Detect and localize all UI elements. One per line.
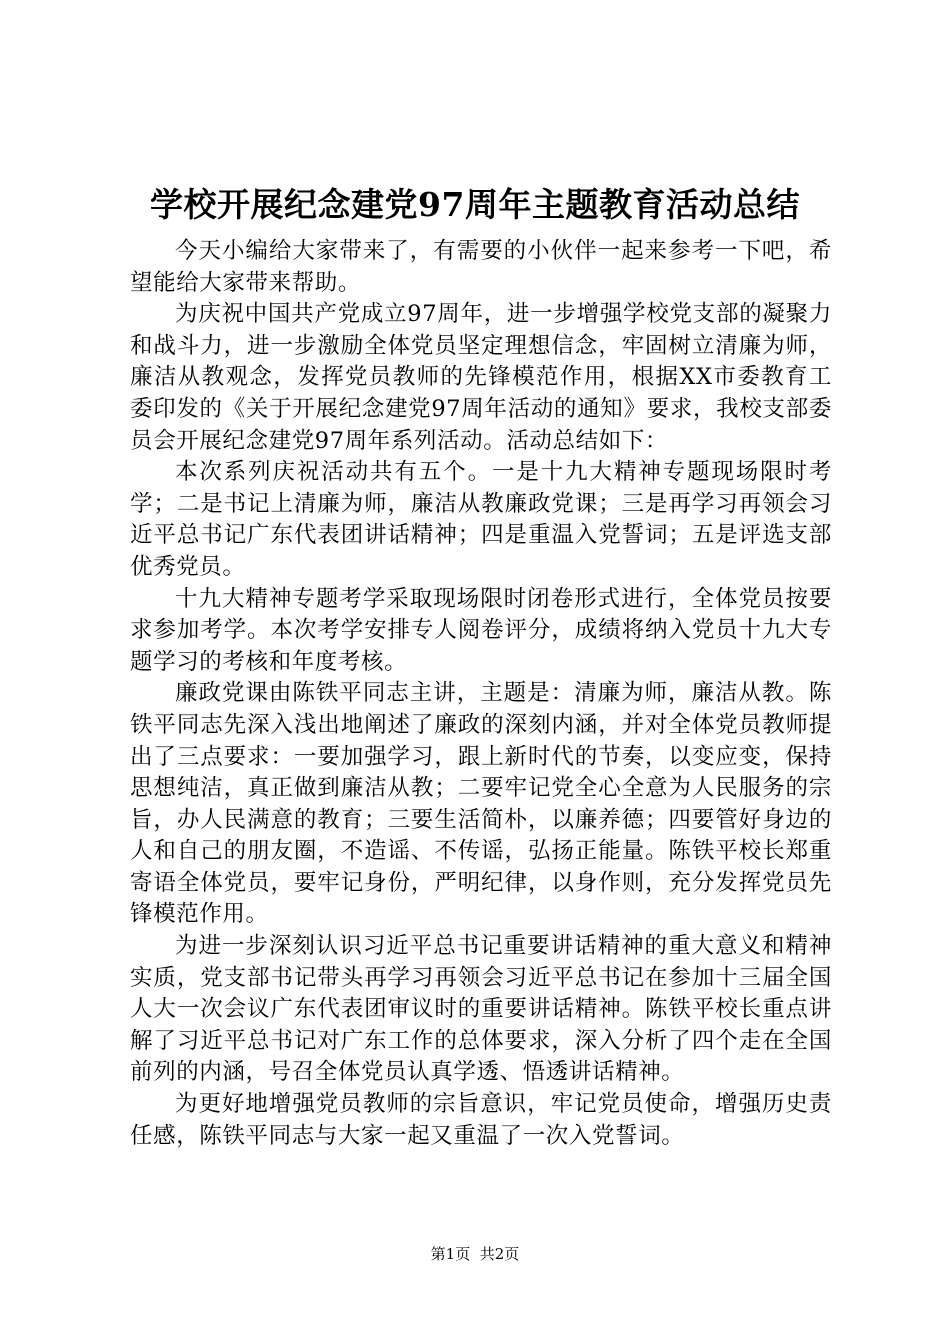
paragraph-integrity-lecture: 廉政党课由陈铁平同志主讲，主题是：清廉为师，廉洁从教。陈铁平同志先深入浅出地阐述了廉政的深刻内涵，并对全体党员教师提出了三点要求：一要加强学习，跟上新时代的节奏，以变应变，保持思想纯洁，真正做到廉洁从教；二要牢记党全心全意为人民服务的宗旨，办人民满意的教育；三要生活简朴，以廉养德；四要管好身边的人和自己的朋友圈，不造谣、不传谣，弘扬正能量。陈铁平校长郑重寄语全体党员，要牢记身份，严明纪律，以身作则，充分发挥党员先锋模范作用。	[130, 680, 832, 928]
paragraph-exam: 十九大精神专题考学采取现场限时闭卷形式进行，全体党员按要求参加考学。本次考学安排专人阅卷评分，成绩将纳入党员十九大专题学习的考核和年度考核。	[130, 585, 832, 675]
paragraph-oath: 为更好地增强党员教师的宗旨意识，牢记党员使命，增强历史责任感，陈铁平同志与大家一起又重温了一次入党誓词。	[130, 1091, 832, 1149]
page-number: 第1页	[430, 1245, 471, 1263]
document-body	[130, 236, 832, 1152]
paragraph-speech-study: 为进一步深刻认识习近平总书记重要讲话精神的重大意义和精神实质，党支部书记带头再学习再领会习近平总书记在参加十三届全国人大一次会议广东代表团审议时的重要讲话精神。陈铁平校长重点讲解了习近平总书记对广东工作的总体要求，深入分析了四个走在全国前列的内涵，号召全体党员认真学透、悟透讲话精神。	[130, 933, 832, 1086]
page-total: 共2页	[479, 1245, 520, 1263]
footer-separator	[470, 1245, 480, 1263]
page-footer	[0, 1244, 950, 1264]
paragraph-intro: 今天小编给大家带来了，有需要的小伙伴一起来参考一下吧，希望能给大家带来帮助。	[130, 238, 832, 296]
paragraph-background: 为庆祝中国共产党成立97周年，进一步增强学校党支部的凝聚力和战斗力，进一步激励全体党员坚定理想信念，牢固树立清廉为师，廉洁从教观念，发挥党员教师的先锋模范作用，根据XX市委教育工委印发的《关于开展纪念建党97周年活动的通知》要求，我校支部委员会开展纪念建党97周年系列活动。活动总结如下：	[130, 301, 832, 454]
paragraph-activities-overview: 本次系列庆祝活动共有五个。一是十九大精神专题现场限时考学；二是书记上清廉为师，廉洁从教廉政党课；三是再学习再领会习近平总书记广东代表团讲话精神；四是重温入党誓词；五是评选支部优秀党员。	[130, 459, 832, 580]
document-title: 学校开展纪念建党97周年主题教育活动总结	[150, 185, 800, 224]
